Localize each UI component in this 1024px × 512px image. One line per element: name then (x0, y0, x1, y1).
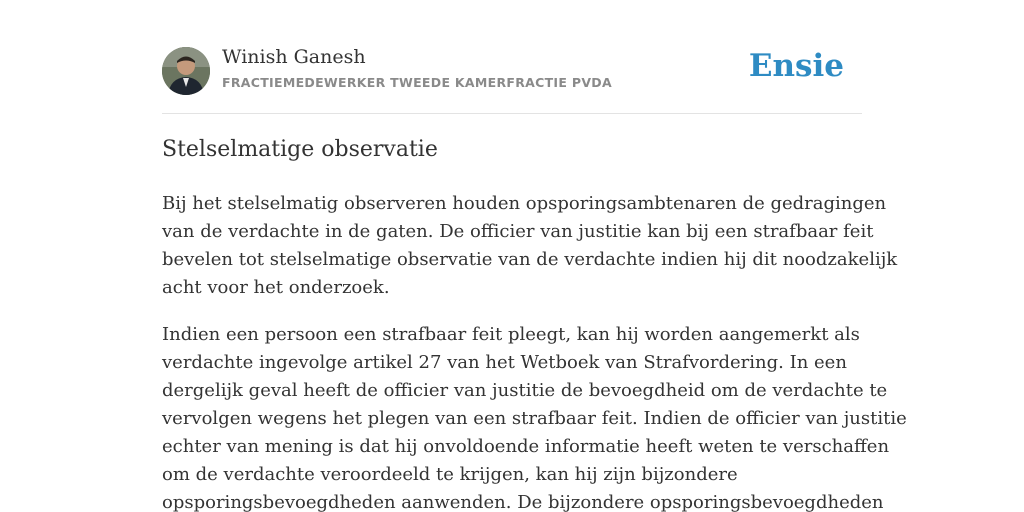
paragraph-line: opsporingsbevoegdheden aanwenden. De bijzondere opsporingsbevoegdheden (162, 492, 884, 512)
paragraph-line: van de verdachte in de gaten. De officier van justitie kan bij een strafbaar feit (162, 221, 874, 242)
paragraph-line: acht voor het onderzoek. (162, 277, 390, 298)
paragraph-line: verdachte ingevolge artikel 27 van het Wetboek van Strafvordering. In een (162, 352, 847, 373)
paragraph-line: vervolgen wegens het plegen van een strafbaar feit. Indien de officier van justitie (162, 408, 907, 429)
author-name[interactable]: Winish Ganesh (222, 46, 366, 68)
paragraph-2 (162, 321, 907, 512)
article-title: Stelselmatige observatie (162, 137, 438, 162)
avatar-photo-icon (162, 47, 210, 95)
paragraph-1 (162, 190, 898, 302)
paragraph-line: om de verdachte veroordeeld te krijgen, kan hij zijn bijzondere (162, 464, 738, 485)
header-divider (162, 113, 862, 114)
author-avatar[interactable] (162, 47, 210, 95)
paragraph-line: Indien een persoon een strafbaar feit pleegt, kan hij worden aangemerkt als (162, 324, 860, 345)
author-header (162, 46, 862, 114)
paragraph-line: Bij het stelselmatig observeren houden opsporingsambtenaren de gedragingen (162, 193, 887, 214)
paragraph-line: bevelen tot stelselmatige observatie van de verdachte indien hij dit noodzakelijk (162, 249, 898, 270)
article-body (162, 190, 907, 512)
author-role: FRACTIEMEDEWERKER TWEEDE KAMERFRACTIE PVDA (222, 75, 612, 90)
brand-logo[interactable]: Ensie (748, 48, 844, 84)
paragraph-line: echter van mening is dat hij onvoldoende informatie heeft weten te verschaffen (162, 436, 890, 457)
paragraph-line: dergelijk geval heeft de officier van justitie de bevoegdheid om de verdachte te (162, 380, 888, 401)
